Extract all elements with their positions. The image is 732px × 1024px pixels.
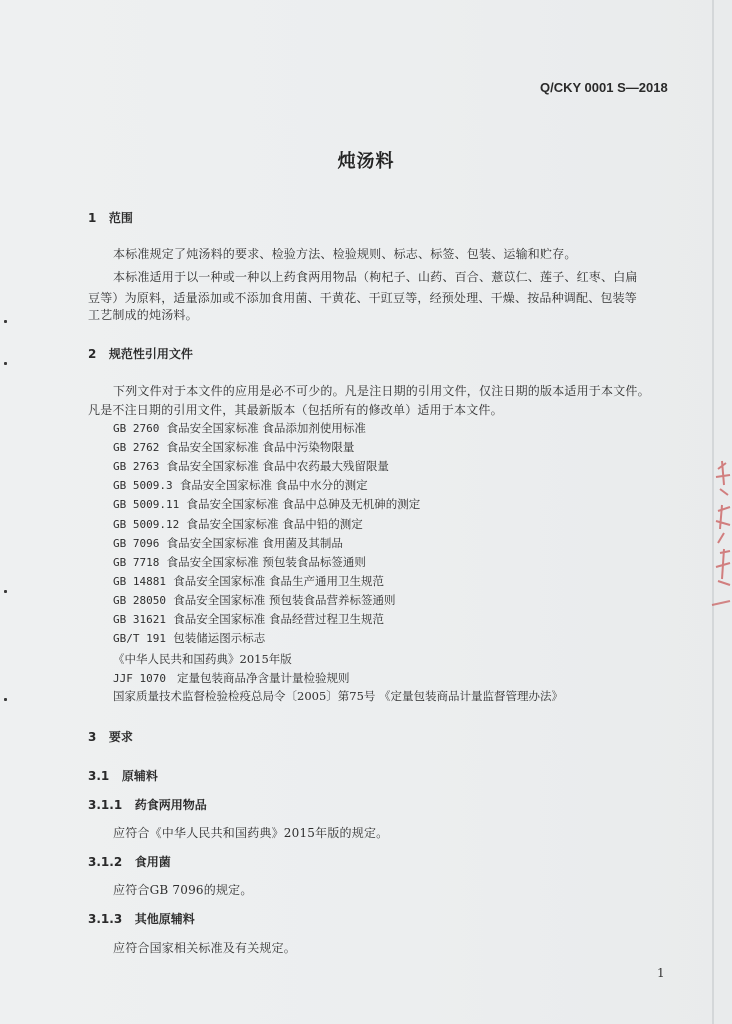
subsection-heading-3-1-2 [88, 853, 171, 870]
paragraph: 下列文件对于本文件的应用是必不可少的。凡是注日期的引用文件，仅注日期的版本适用于本文件。 [113, 384, 650, 398]
seal-stamp-fragment [708, 455, 732, 615]
reference-item [113, 477, 368, 493]
section-number: 3.1.2 [88, 855, 123, 869]
reference-name: 食品安全国家标准 预包装食品标签通则 [166, 554, 366, 569]
reference-code: GB 5009.3 [113, 479, 173, 493]
section-heading-3 [88, 728, 133, 745]
section-heading-1 [88, 209, 133, 226]
section-number: 2 [88, 347, 97, 361]
reference-name: 定量包装商品净含量计量检验规则 [176, 671, 350, 685]
section-number: 3.1.1 [88, 798, 123, 812]
reference-code: GB 7718 [113, 555, 160, 569]
reference-item [113, 420, 366, 436]
section-title: 食用菌 [134, 855, 171, 869]
binding-mark [4, 320, 7, 323]
reference-name: 食品安全国家标准 食品中水分的测定 [179, 478, 368, 493]
reference-code: GB 31621 [113, 613, 166, 626]
section-title: 范围 [108, 211, 133, 225]
paragraph-continuation: 工艺制成的炖汤料。 [88, 308, 198, 322]
section-title: 要求 [108, 730, 133, 744]
reference-name: 包装储运图示标志 [173, 631, 266, 646]
reference-code: GB 2760 [113, 422, 160, 435]
reference-item [113, 554, 366, 570]
reference-code: JJF 1070 [113, 672, 166, 685]
reference-code: GB 5009.12 [113, 517, 180, 531]
reference-code: GB 28050 [113, 593, 166, 607]
reference-name: 食品安全国家标准 食品中农药最大残留限量 [166, 459, 389, 474]
subsection-heading-3-1 [88, 767, 158, 784]
reference-name: 食品安全国家标准 预包装食品营养标签通则 [173, 592, 396, 607]
section-number: 3 [88, 730, 97, 744]
reference-name: 食品安全国家标准 食品添加剂使用标准 [166, 421, 366, 435]
reference-code: GB 2763 [113, 460, 160, 474]
reference-item [113, 573, 384, 589]
paragraph-continuation: 凡是不注日期的引用文件，其最新版本（包括所有的修改单）适用于本文件。 [88, 403, 503, 417]
reference-item [113, 535, 343, 551]
section-title: 药食两用物品 [134, 798, 207, 812]
reference-item: 国家质量技术监督检验检疫总局令〔2005〕第75号 《定量包装商品计量监督管理办法》 [113, 689, 564, 703]
reference-item [113, 458, 389, 474]
reference-name: 食品安全国家标准 食品中总砷及无机砷的测定 [186, 497, 421, 512]
page-number: 1 [657, 966, 665, 980]
reference-code: GB 2762 [113, 441, 160, 455]
binding-mark [4, 698, 7, 701]
binding-mark [4, 362, 7, 365]
reference-name: 食品安全国家标准 食品中污染物限量 [166, 440, 355, 455]
binding-mark [4, 590, 7, 593]
paragraph: 应符合国家相关标准及有关规定。 [113, 941, 297, 955]
reference-code: GB/T 191 [113, 632, 166, 646]
reference-name: 食品安全国家标准 食品生产通用卫生规范 [173, 573, 384, 588]
reference-item [113, 516, 363, 532]
reference-name: 食品安全国家标准 食品经营过程卫生规范 [173, 612, 384, 626]
paragraph: 应符合《中华人民共和国药典》2015年版的规定。 [113, 826, 389, 840]
reference-item [113, 670, 349, 686]
paragraph-continuation: 豆等）为原料，适量添加或不添加食用菌、干黄花、干豇豆等，经预处理、干燥、按品种调配、包装等 [88, 291, 638, 305]
document-title: 炖汤料 [337, 151, 395, 172]
paragraph: 应符合GB 7096的规定。 [113, 883, 253, 897]
section-title: 原辅料 [121, 769, 158, 783]
section-heading-2 [88, 345, 193, 362]
reference-item: 《中华人民共和国药典》2015年版 [113, 652, 292, 666]
document-code: Q/CKY 0001 S—2018 [540, 80, 668, 95]
subsection-heading-3-1-1 [88, 796, 207, 813]
reference-item [113, 592, 395, 608]
reference-item [113, 630, 265, 646]
section-number: 1 [88, 211, 97, 225]
section-number: 3.1.3 [88, 912, 123, 926]
reference-code: GB 5009.11 [113, 498, 180, 512]
paragraph: 本标准规定了炖汤料的要求、检验方法、检验规则、标志、标签、包装、运输和贮存。 [113, 247, 577, 261]
subsection-heading-3-1-3 [88, 910, 195, 927]
section-title: 规范性引用文件 [108, 347, 193, 361]
paragraph: 本标准适用于以一种或一种以上药食两用物品（枸杞子、山药、百合、薏苡仁、莲子、红枣、白扁 [113, 270, 638, 284]
reference-code: GB 7096 [113, 536, 160, 550]
section-number: 3.1 [88, 769, 110, 783]
reference-code: GB 14881 [113, 574, 166, 588]
reference-item [113, 496, 420, 512]
reference-name: 食品安全国家标准 食用菌及其制品 [166, 535, 343, 550]
reference-item [113, 611, 384, 627]
section-title: 其他原辅料 [134, 912, 195, 926]
reference-name: 食品安全国家标准 食品中铅的测定 [186, 516, 363, 531]
reference-item [113, 439, 354, 455]
